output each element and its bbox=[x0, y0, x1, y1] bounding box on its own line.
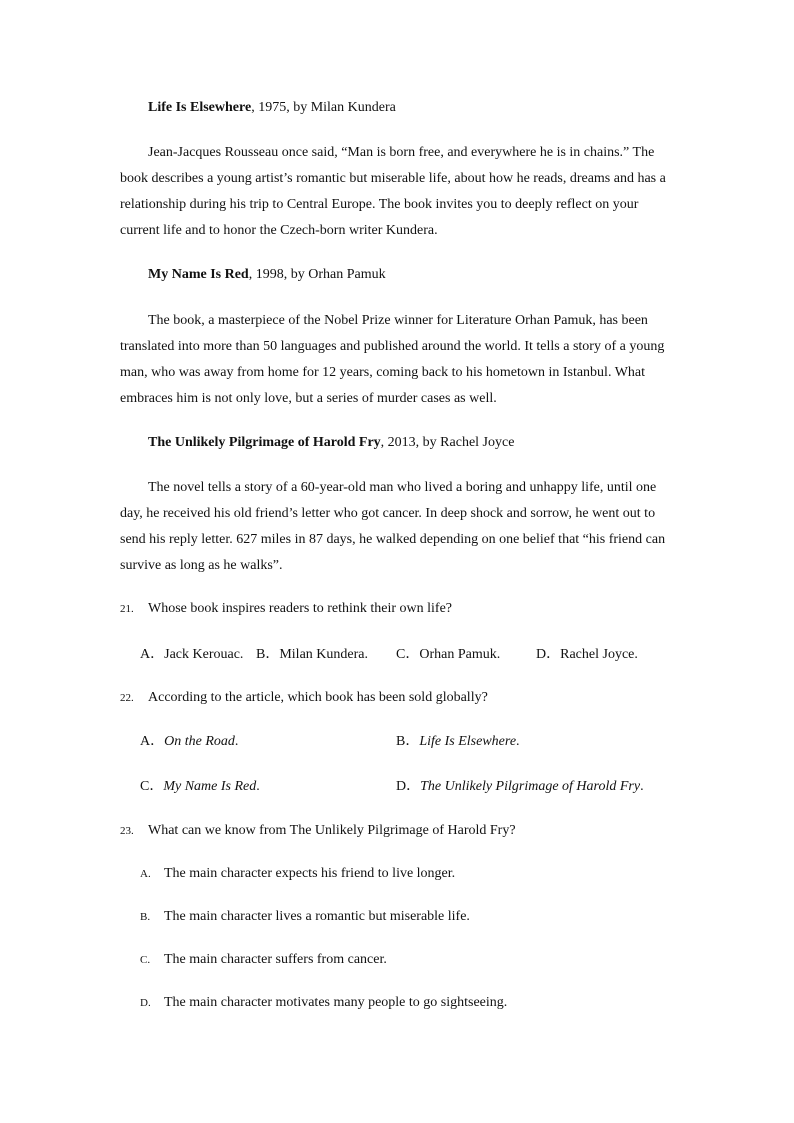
option-c[interactable] bbox=[140, 951, 387, 969]
book-description bbox=[120, 475, 680, 579]
book-title: My Name Is Red bbox=[148, 267, 249, 282]
option-letter: C. bbox=[140, 954, 151, 966]
option-text: The main character expects his friend to live longer. bbox=[164, 866, 456, 881]
option-text: Orhan Pamuk. bbox=[419, 647, 501, 662]
option-letter: C． bbox=[140, 779, 164, 794]
option-b[interactable] bbox=[396, 733, 520, 751]
option-letter: D. bbox=[140, 997, 151, 1009]
option-d[interactable] bbox=[140, 994, 507, 1012]
question-text: Whose book inspires readers to rethink their own life? bbox=[148, 601, 453, 616]
option-suffix: . bbox=[234, 734, 239, 749]
paragraph-line: embraces him is not only love, but a series of murder cases as well. bbox=[120, 391, 497, 406]
option-letter: D． bbox=[536, 647, 561, 662]
option-text: The Unlikely Pilgrimage of Harold Fry bbox=[420, 779, 641, 794]
option-text: The main character suffers from cancer. bbox=[164, 952, 387, 967]
question-22 bbox=[120, 689, 488, 707]
option-c[interactable] bbox=[396, 646, 500, 664]
paragraph-line: Jean-Jacques Rousseau once said, “Man is born free, and everywhere he is in chains.” The bbox=[148, 145, 655, 160]
book-title: Life Is Elsewhere bbox=[148, 100, 252, 115]
paragraph-line: send his reply letter. 627 miles in 87 days, he walked depending on one belief that “his friend can bbox=[120, 532, 666, 547]
paragraph-line: The novel tells a story of a 60-year-old man who lived a boring and unhappy life, until one bbox=[148, 480, 657, 495]
option-a[interactable] bbox=[140, 733, 238, 751]
option-suffix: . bbox=[640, 779, 644, 794]
option-d[interactable] bbox=[536, 646, 638, 664]
paragraph-line: relationship during his trip to Central Europe. The book invites you to deeply reflect on your bbox=[120, 197, 639, 212]
option-letter: A． bbox=[140, 647, 165, 662]
option-letter: B. bbox=[140, 911, 151, 923]
book-heading bbox=[148, 99, 396, 117]
option-letter: A． bbox=[140, 734, 165, 749]
paragraph-line: book describes a young artist’s romantic but miserable life, about how he reads, dreams and has a bbox=[120, 171, 666, 186]
option-text: Life Is Elsewhere bbox=[419, 734, 517, 749]
option-letter: B． bbox=[396, 734, 420, 749]
option-d[interactable] bbox=[396, 778, 644, 796]
paragraph-line: survive as long as he walks”. bbox=[120, 558, 283, 573]
option-suffix: . bbox=[516, 734, 520, 749]
paragraph-line: man, who was away from home for 12 years, coming back to his hometown in Istanbul. What bbox=[120, 365, 646, 380]
option-a[interactable] bbox=[140, 865, 455, 883]
option-letter: B． bbox=[256, 647, 280, 662]
option-letter: A. bbox=[140, 868, 151, 880]
book-description bbox=[120, 308, 680, 412]
book-meta: , 2013, by Rachel Joyce bbox=[380, 435, 515, 450]
book-heading bbox=[148, 434, 514, 452]
option-b[interactable] bbox=[140, 908, 470, 926]
option-text: My Name Is Red bbox=[163, 779, 257, 794]
book-meta: , 1998, by Orhan Pamuk bbox=[248, 267, 386, 282]
book-title: The Unlikely Pilgrimage of Harold Fry bbox=[148, 435, 381, 450]
option-text: The main character motivates many people to go sightseeing. bbox=[164, 995, 508, 1010]
option-text: Jack Kerouac. bbox=[164, 647, 244, 662]
option-text: Milan Kundera. bbox=[279, 647, 368, 662]
question-number: 21. bbox=[120, 603, 134, 615]
option-text: On the Road bbox=[164, 734, 235, 749]
question-text: According to the article, which book has been sold globally? bbox=[148, 690, 488, 705]
book-heading bbox=[148, 266, 386, 284]
option-suffix: . bbox=[256, 779, 260, 794]
option-a[interactable] bbox=[140, 646, 243, 664]
option-text: Rachel Joyce. bbox=[560, 647, 638, 662]
question-21 bbox=[120, 600, 452, 618]
question-number: 23. bbox=[120, 825, 134, 837]
option-b[interactable] bbox=[256, 646, 368, 664]
option-c[interactable] bbox=[140, 778, 260, 796]
option-letter: D． bbox=[396, 779, 421, 794]
paragraph-line: translated into more than 50 languages and published around the world. It tells a story of a young bbox=[120, 339, 665, 354]
question-23 bbox=[120, 822, 516, 840]
option-letter: C． bbox=[396, 647, 420, 662]
question-text: What can we know from The Unlikely Pilgrimage of Harold Fry? bbox=[148, 823, 516, 838]
paragraph-line: day, he received his old friend’s letter who got cancer. In deep shock and sorrow, he went out to bbox=[120, 506, 656, 521]
question-number: 22. bbox=[120, 692, 134, 704]
option-text: The main character lives a romantic but miserable life. bbox=[164, 909, 470, 924]
paragraph-line: current life and to honor the Czech-born writer Kundera. bbox=[120, 223, 438, 238]
paragraph-line: The book, a masterpiece of the Nobel Prize winner for Literature Orhan Pamuk, has been bbox=[148, 313, 648, 328]
book-description bbox=[120, 140, 680, 244]
book-meta: , 1975, by Milan Kundera bbox=[251, 100, 396, 115]
